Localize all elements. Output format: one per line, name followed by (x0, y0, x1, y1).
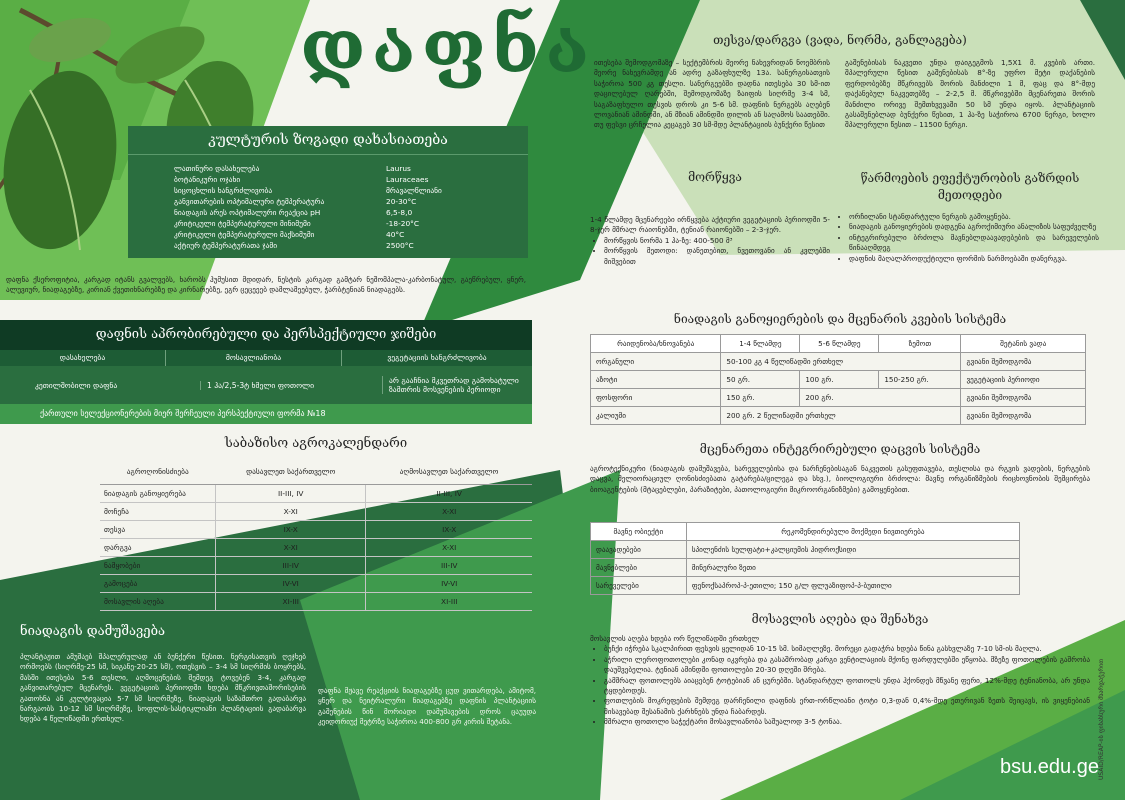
column-header: დასახელება (59, 353, 106, 362)
culture-key: ბოტანიკური ოჯახი (174, 175, 241, 184)
table-cell: სარეველები (591, 577, 687, 595)
table-cell: ფენოქსაპროპ-პ-ეთილი; 150 გ/ლ ფლუაზიფოპ-პ-ბუთილი (686, 577, 1019, 595)
table-row (168, 207, 448, 218)
culture-value: Lauraceaes (386, 175, 429, 184)
culture-key: სიცოცხლის ხანგრძლივობა (174, 186, 273, 195)
irrigation-list (590, 236, 830, 267)
table-cell: გვიანი შემოდგომა (961, 389, 1086, 407)
table-cell: მოსავლის აღება (100, 593, 216, 611)
table-row (168, 196, 448, 207)
variety-name: კეთილშობილი დაფნა (35, 380, 118, 390)
table-cell: გვიანი შემოდგომა (961, 353, 1086, 371)
table-cell: თესვა (100, 521, 216, 539)
table-row (168, 240, 448, 251)
column-header: რაიდენობა/ხნოვანება (591, 335, 721, 353)
column-header: შეტანის ვადა (961, 335, 1086, 353)
soil-text-2: დაფნა მჟავე რეაქციის ნიადაგებზე ცუდ ვითარდება, ამიტომ, ყნერ და ნეიტრალური ნიადაგებზე დაფნის პლანტაციის გაშენების წინ მორიადი დამუშავების დროს ცაუუდა კეიდორიუქ მეტრზე საჭიროა 400-800 გრ კირის შეტანა. (318, 686, 536, 727)
harvest-list (590, 644, 1090, 727)
column-header: ვეგეტაციის ხანგრძლივობა (341, 350, 532, 366)
table-row (591, 577, 1020, 595)
culture-value: 2500°C (386, 241, 414, 250)
table-cell: IV-VI (366, 575, 532, 593)
usaid-credit: USAID/REAP-ის ფინანსური მხარდაჭერით (1098, 658, 1105, 780)
table-cell: X-XI (216, 503, 366, 521)
culture-key: განვითარების ოპტიმალური ტემპერატურა (174, 197, 325, 206)
page-title: დაფნა (300, 4, 596, 90)
varieties-section (0, 320, 532, 424)
sowing-heading: თესვა/დარგვა (ვადა, ნორმა, განლაგება) (713, 33, 967, 47)
list-item: • ბუჩქი იჭრება სკალპირით ფესვის ყელიდან 10-15 სმ. სიმაღლეზე. მორეცი გადაჭრა ხდება წინა გასხვლაზე 7-10 სმ-ის მაღლა. (604, 644, 1090, 654)
methods-heading: წარმოების ეფექტურობის გაზრდის მეთოდები (860, 171, 1080, 202)
table-cell: 150 გრ. (721, 389, 800, 407)
table-row (100, 593, 532, 611)
table-cell: ფოსფორი (591, 389, 721, 407)
table-row (100, 485, 532, 503)
table-cell: 50 გრ. (721, 371, 800, 389)
table-row (591, 407, 1086, 425)
culture-heading: კულტურის ზოგადი დახასიათება (128, 126, 528, 155)
table-cell: X-XI (366, 539, 532, 557)
table-header-row (591, 523, 1020, 541)
table-cell: IX-X (366, 521, 532, 539)
list-item: • მშრალი ფოთოლი საჭექტარი მოსავლიანობა საშუალოდ 3-5 ტონაა. (604, 717, 1090, 727)
list-item: • გამშრალ ფოთოლებს აიაცებენ ტოტებიან ან ცურებში. სტანდარტულ ფოთოლს უნდა ჰქონდეს მწვანე ფერი, 12%-მდე ტენიანობა, არ უნდა ტყდებოდეს. (604, 676, 1090, 697)
table-cell: XI-III (366, 593, 532, 611)
culture-key: აქტიურ ტემპერატურათა ჯამი (174, 241, 278, 250)
list-item: • ინტეგრირებული ბრძოლა მავნებლდაავადებების და სარეველების წინააღმდეგ (849, 233, 1099, 254)
varieties-heading: დაფნის აპრობირებული და პერსპექტიული ჯიშები (0, 320, 532, 350)
calendar-heading: საბაზისო აგროკალენდარი (224, 436, 408, 451)
culture-key: კრიტიკული ტემპერატურული მინიმუმი (174, 219, 311, 228)
table-cell: კალიუმი (591, 407, 721, 425)
table-cell: 50-100 კგ 4 წელიწადში ერთხელ (721, 353, 961, 371)
table-cell: 200 გრ. 2 წელიწადში ერთხელ (721, 407, 961, 425)
harvest-section (590, 634, 1090, 728)
ipm-text: აგროტექნიკური (ნიადაგის დამუშავება, სარეველებისა და ნარჩენებისაგან ნაკვეთის გასუფთავება, თესლისა და რგვის ვადების, ნერგების დაცვა, მელიორაციულ ღონისძიებათა გატარება/ცილეგა და სხვ.), ბიოლოგიური ბრძოლა: მავნე ორგანიზმების რიცხოვნობის შემცირება ბიოაგენტების (მტაცებლები, პარაზიტები, პათოლოგიური მიკროორგანიზმები) გამოყენებით. (590, 464, 1090, 494)
table-row (100, 503, 532, 521)
table-cell: X-XI (366, 503, 532, 521)
table-cell: სპილენძის სულფატი+კალციუმის ჰიდროქსიდი (686, 541, 1019, 559)
table-cell: დაავადებები (591, 541, 687, 559)
column-header: მოსავლიანობა (165, 350, 341, 366)
table-cell: მავნებლები (591, 559, 687, 577)
list-item: • მორწყვის ნორმა 1 ჰა-ზე: 400-500 მ³ (604, 236, 830, 246)
agro-calendar-table (100, 458, 532, 611)
culture-value: Laurus (386, 164, 411, 173)
table-cell: აზოტი (591, 371, 721, 389)
table-cell: დარგვა (100, 539, 216, 557)
table-row (168, 229, 448, 240)
table-cell: ნიადაგის განოყიერება (100, 485, 216, 503)
methods-list (835, 212, 1099, 264)
table-row (168, 163, 448, 174)
irrigation-heading: მორწყვა (688, 170, 742, 184)
table-cell: 150-250 გრ. (879, 371, 961, 389)
table-row (100, 539, 532, 557)
table-row (168, 218, 448, 229)
harvest-intro: მოსავლის აღება ხდება ორ წელიწადში ერთხელ (590, 634, 760, 643)
culture-value: მრავალწლიანი (386, 186, 442, 195)
culture-value: 40°C (386, 230, 405, 239)
university-logo-text: bsu.edu.ge (1000, 756, 1099, 778)
table-row (591, 389, 1086, 407)
table-row (100, 575, 532, 593)
harvest-heading: მოსავლის აღება და შენახვა (751, 612, 929, 626)
column-header: ზემოთ (879, 335, 961, 353)
column-header: რეკომენდირებული მოქმედი ნივთიერება (686, 523, 1019, 541)
table-cell: მოჩეჩა (100, 503, 216, 521)
list-item: • ფოთლების მოკრეფების შემდეგ დარჩენილი დაფნის ერთ-ორწლიანი ტოტი 0,3-დან 0,4%-მდე ეთერივან ზეთს შეიცავს, ის ვიყენებიან შისავებად შესანამის ქარხნებს უნდა ჩაბარდეს. (604, 696, 1090, 717)
table-cell: IX-X (216, 521, 366, 539)
table-row (100, 557, 532, 575)
table-cell: X-XI (216, 539, 366, 557)
culture-value: -18-20°C (386, 219, 419, 228)
culture-value: 20-30°C (386, 197, 417, 206)
table-cell: ვეგეტაციის პერიოდი (961, 371, 1086, 389)
list-item: • დაფნის მაღალპროდუქტიული ფორმის ნარმოებაში დანერგვა. (849, 254, 1099, 264)
table-cell: გვიანი შემოდგომა (961, 407, 1086, 425)
list-item: • მორწყვის მეთოდი: დანეთებით, ნვეთოვანი ან კვლებში მიშვებით (604, 246, 830, 267)
table-row (591, 353, 1086, 371)
table-row (591, 559, 1020, 577)
table-cell: III-IV (366, 557, 532, 575)
column-header: აღმოსავლეთ საქართველო (366, 458, 532, 485)
culture-key: ნიადაგის არეს ოპტიმალური რეაქცია pH (174, 208, 321, 217)
ipm-table (590, 522, 1020, 595)
intro-paragraph: დაფნა ქსეროფიტია, კარგად იტანს გვალვებს, ხარობს ჰუმუსით მდიდარ, ნესტის კარგად გამტარ ნეშომპალა-კარბონატულ, გაეწრებულ, ყნერ, ალუვიურ, ნიადაგებზე, კირიან ქვეთიხნარებზე და კირნარებზე, ეგრ ცეცეეებ დამლამეებულ, ჭარბტენიან ნიადაგებს. (6, 275, 526, 295)
variety-yield: 1 ჰა/2,5-3ტ ხმელი ფოთოლი (200, 381, 382, 390)
fertilization-heading: ნიადაგის განოყიერების და მცენარის კვების სისტემა (673, 312, 1007, 326)
sowing-text-2: გაშენებისას ნაკვეთი უნდა დაიგეგმოს 1,5X1 მ. კვების ართი. შპალერული წესით გაშენებისას 8°-ზე უფრო მეტი დაქანების ფერდობებზე მწკრივებს შორის მანძილი 1 მ, ფაც და 8°-მდე დაქანებულ ნაკვეთებზე – 2-2,5 მ. მწკრივებში მცენარეთა შორის მანძილი ორივე შემთხვევაში 50 სმ უნდა იყოს. პლანტაციის გასაშენებლად ბუნქერი წესით, 1 ჰა-ზე საჭიროა 6700 ნერგი, ხოლო შპალერული წესით – 11500 ნერგი. (845, 58, 1095, 130)
varieties-footer: ქართული სელექციონერების მიერ შერჩეული პერსპექტიული ფორმა №18 (0, 404, 532, 424)
table-cell: გამოცება (100, 575, 216, 593)
table-cell: 200 გრ. (800, 389, 961, 407)
variety-vegetation: არ გააჩნია მკვეთრად გამოხატული ზამთრის მოსვენების პერიოდი (382, 376, 532, 394)
list-item: • აჭრილი ლეროფოთოლები კონად იკვრება და გასაშრობად კარგი ვენტილაციის მქონე ფარდულებში ეწყობა. მზეზე ფოთოლების გაშრობა დაუშვებელია. ტენიან ამინდში ფოთოლები 20-30 დღეში შრება. (604, 655, 1090, 676)
table-row (591, 371, 1086, 389)
table-cell: XI-III (216, 593, 366, 611)
irrigation-text: 1-4 წლამდე მცენარეები ირწყვება აქტიური ვეგეტაციის პერიოდში 5-8-ჯერ მშრალ რაიონებში, ტენიან რაიონებში – 2-3-ჯერ. (590, 215, 830, 235)
list-item: • ორჩილანი სტანდარტული ნერგის გამოყენება. (849, 212, 1099, 222)
varieties-header-row (0, 350, 532, 366)
table-row (100, 521, 532, 539)
table-row (591, 541, 1020, 559)
irrigation-section (590, 215, 830, 267)
column-header: 1-4 წლამდე (721, 335, 800, 353)
culture-key: ლათინური დასახელება (174, 164, 260, 173)
culture-characteristics-box (128, 126, 528, 258)
sowing-text-1: ითესება შემოდგომაზე – სექტემბრის მეორე ნახევრიდან ნოემბრის მეორე ნახევრამდე ან ადრე გაზაფხულზე 13ა. სანერგისათვის საჭიროა 500 კგ თესლი. სანერგეებში დადნა ითესება 30 სმ-ით დაცილებულ ღარებში, შემოდგომაზე ზაიფის სიღრმე 3-4 სმ, საგაზაფხულო თესვის დროს კი 5-6 სმ. დაფნის ნერგებს აღებენ ლოვანიან ამინდში, ან მზიან ამინდში დილის ან საღამოს საათებში. თუ ფესვი ცრჩელია კეცაგებ 30 სმ-მდე პლანტაციის ბუნქერი წესით (594, 58, 830, 130)
culture-value: 6,5-8,0 (386, 208, 413, 217)
table-cell: 100 გრ. (800, 371, 879, 389)
table-cell: II-III, IV (216, 485, 366, 503)
table-cell: III-IV (216, 557, 366, 575)
ipm-heading: მცენარეთა ინტეგრირებული დაცვის სისტემა (699, 442, 981, 456)
table-row (168, 174, 448, 185)
table-cell: II-III, IV (366, 485, 532, 503)
culture-key: კრიტიკული ტემპერატურული მაქსიმუმი (174, 230, 315, 239)
table-row (168, 185, 448, 196)
table-cell: ნამყობები (100, 557, 216, 575)
table-cell: IV-VI (216, 575, 366, 593)
table-header-row (591, 335, 1086, 353)
soil-heading: ნიადაგის დამუშავება (20, 624, 166, 639)
column-header: 5-6 წლამდე (800, 335, 879, 353)
table-row (0, 366, 532, 404)
fertilization-table (590, 334, 1086, 425)
table-header-row (100, 458, 532, 485)
list-item: • ნიადაგის განოყიერების დადგენა აგროქიმიური ანალიზის საფუძველზე (849, 222, 1099, 232)
column-header: აგროღონისძიება (100, 458, 216, 485)
culture-table (168, 163, 448, 251)
column-header: დასავლეთ საქართველო (216, 458, 366, 485)
table-cell: ორგანული (591, 353, 721, 371)
column-header: მავნე ობიექტი (591, 523, 687, 541)
table-cell: მინერალური ზეთი (686, 559, 1019, 577)
soil-text-1: პლანტაჟით ამუშაებ შპალერულად ან ბუნქერი წესით. ნერგისათვის ღეჯხებ ორმოებს (სიღრმე-25 სმ, სიგანე-20-25 სმ), ოთესვის – 3-4 სმ სიღრმის ბოყრებს, მასში ითესება 5-6 თესლი, აღმოცენების შემდეგ ტოვებენ 3-4, კარგად განვითარებულ მცენარეს. ვეგეტაციის პერიოდში ხდება მწკრივთაშორისების გათოხნა ან კულტივაცია 5-7 სმ სიღრმეზე. ნიადაგის საზამთრო გადაბარვა ნარგაობს 10-12 სმ სიღრმეზე, სოფლის-სასტიკლიანი პლანტაციის გადაბარვა ხდება 4 წელიწადში ერთხელ. (20, 652, 306, 724)
